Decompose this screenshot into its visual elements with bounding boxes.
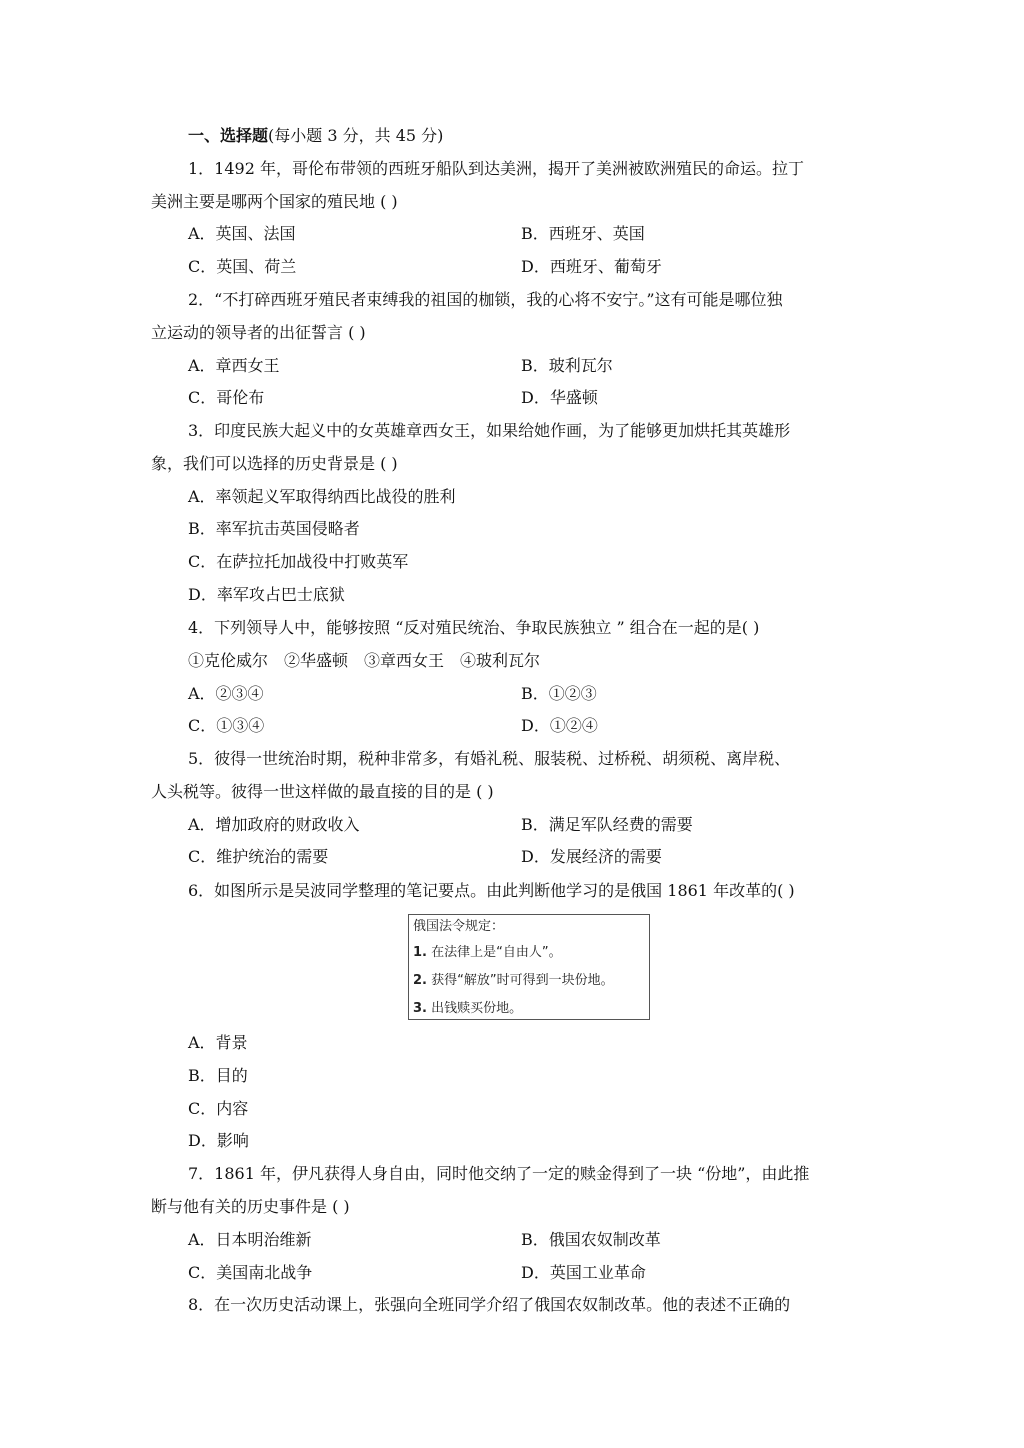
section-title bbox=[188, 124, 443, 148]
note-item-2-num: 2. bbox=[413, 973, 427, 988]
q8-stem-line1: 8．在一次历史活动课上，张强向全班同学介绍了俄国农奴制改革。他的表述不正确的 bbox=[188, 1295, 791, 1314]
note-title: 俄国法令规定： bbox=[413, 919, 505, 934]
note-item-1 bbox=[413, 944, 562, 962]
note-item-1-num: 1. bbox=[413, 945, 427, 960]
q4-option-b: B．①②③ bbox=[521, 684, 597, 703]
q2-option-c: C．哥伦布 bbox=[188, 388, 265, 407]
q5-stem-line1: 5．彼得一世统治时期，税种非常多，有婚礼税、服装税、过桥税、胡须税、离岸税、 bbox=[188, 749, 791, 768]
note-item-1-text: 在法律上是“自由人”。 bbox=[426, 945, 562, 960]
q1-option-c: C．英国、荷兰 bbox=[188, 257, 297, 276]
q3-option-c: C．在萨拉托加战役中打败英军 bbox=[188, 552, 409, 571]
q1-stem-line1: 1．1492 年，哥伦布带领的西班牙船队到达美洲，揭开了美洲被欧洲殖民的命运。拉丁 bbox=[188, 159, 804, 178]
q5-option-b: B．满足军队经费的需要 bbox=[521, 815, 693, 834]
q6-option-b: B．目的 bbox=[188, 1066, 248, 1085]
note-item-2-text: 获得“解放”时可得到一块份地。 bbox=[426, 973, 614, 988]
q6-note-box bbox=[408, 914, 650, 1020]
q5-option-c: C．维护统治的需要 bbox=[188, 847, 329, 866]
q4-option-d: D．①②④ bbox=[521, 716, 598, 735]
q7-option-a: A．日本明治维新 bbox=[188, 1230, 312, 1249]
q2-option-a: A．章西女王 bbox=[188, 356, 280, 375]
note-item-3-text: 出钱赎买份地。 bbox=[426, 1001, 523, 1016]
q3-stem-line1: 3．印度民族大起义中的女英雄章西女王，如果给她作画，为了能够更加烘托其英雄形 bbox=[188, 421, 791, 440]
q4-option-c: C．①③④ bbox=[188, 716, 265, 735]
q6-option-d: D．影响 bbox=[188, 1131, 249, 1150]
note-item-3 bbox=[413, 1000, 522, 1018]
q2-stem-line2: 立运动的领导者的出征誓言 ( ) bbox=[151, 323, 366, 342]
q7-option-d: D．英国工业革命 bbox=[521, 1263, 646, 1282]
q7-stem-line2: 断与他有关的历史事件是 ( ) bbox=[151, 1197, 350, 1216]
section-title-bold: 一、选择题 bbox=[188, 126, 269, 145]
q5-option-d: D．发展经济的需要 bbox=[521, 847, 662, 866]
q1-stem-line2: 美洲主要是哪两个国家的殖民地 ( ) bbox=[151, 192, 398, 211]
q2-option-d: D．华盛顿 bbox=[521, 388, 598, 407]
q7-option-b: B．俄国农奴制改革 bbox=[521, 1230, 661, 1249]
q3-option-b: B．率军抗击英国侵略者 bbox=[188, 519, 360, 538]
q4-stem-line1: 4．下列领导人中，能够按照 “反对殖民统治、争取民族独立 ” 组合在一起的是( ) bbox=[188, 618, 760, 637]
q7-stem-line1: 7．1861 年，伊凡获得人身自由，同时他交纳了一定的赎金得到了一块 “份地”，由此推 bbox=[188, 1164, 810, 1183]
q1-option-b: B．西班牙、英国 bbox=[521, 224, 645, 243]
q3-option-d: D．率军攻占巴士底狱 bbox=[188, 585, 345, 604]
q1-option-a: A．英国、法国 bbox=[188, 224, 296, 243]
q2-option-b: B．玻利瓦尔 bbox=[521, 356, 613, 375]
q6-option-c: C．内容 bbox=[188, 1099, 249, 1118]
q1-option-d: D．西班牙、葡萄牙 bbox=[521, 257, 662, 276]
note-item-3-num: 3. bbox=[413, 1001, 427, 1016]
q6-stem-line1: 6．如图所示是吴波同学整理的笔记要点。由此判断他学习的是俄国 1861 年改革的( ) bbox=[188, 881, 795, 900]
q6-option-a: A．背景 bbox=[188, 1033, 248, 1052]
q3-stem-line2: 象，我们可以选择的历史背景是 ( ) bbox=[151, 454, 398, 473]
q7-option-c: C．美国南北战争 bbox=[188, 1263, 313, 1282]
q5-option-a: A．增加政府的财政收入 bbox=[188, 815, 360, 834]
q2-stem-line1: 2．“不打碎西班牙殖民者束缚我的祖国的枷锁，我的心将不安宁。”这有可能是哪位独 bbox=[188, 290, 783, 309]
note-item-2 bbox=[413, 972, 614, 990]
q5-stem-line2: 人头税等。彼得一世这样做的最直接的目的是 ( ) bbox=[151, 782, 494, 801]
q4-items: ①克伦威尔 ②华盛顿 ③章西女王 ④玻利瓦尔 bbox=[188, 651, 541, 670]
q4-option-a: A．②③④ bbox=[188, 684, 264, 703]
q3-option-a: A．率领起义军取得纳西比战役的胜利 bbox=[188, 487, 456, 506]
section-title-rest: (每小题 3 分，共 45 分) bbox=[268, 126, 444, 145]
